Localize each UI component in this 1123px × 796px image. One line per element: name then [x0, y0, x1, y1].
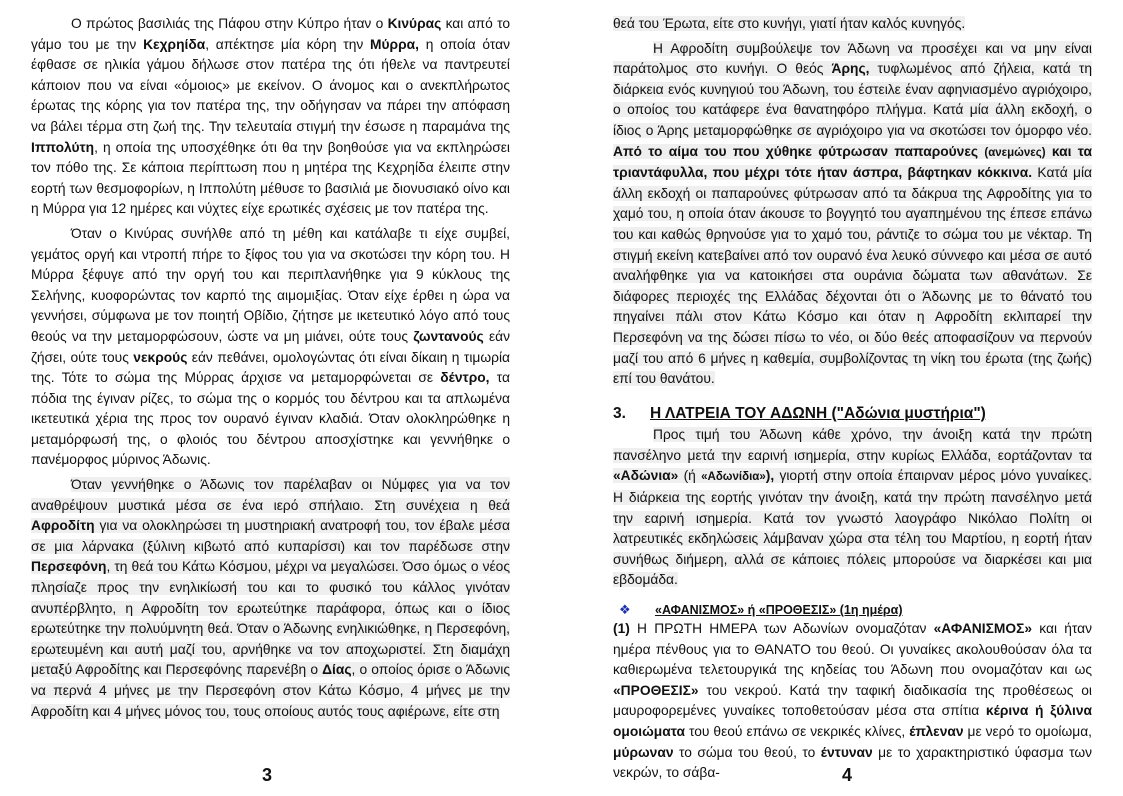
right-page-body	[613, 14, 1092, 784]
text-run: με το χαρακτηριστικό ύφασμα των νεκρών, το σάβα-	[613, 744, 1092, 781]
subsection-heading	[613, 601, 1092, 619]
text-run: για να ολοκληρώσει τη μυστηριακή ανατροφή του, τον έβαλε μέσα σε μια λάρνακα (ξύλινη κιβωτό από κυπαρίσσι) και τον παρέδωσε στην	[31, 518, 510, 554]
bold-text: Από το αίμα του που χύθηκε φύτρωσαν παπαρούνες	[613, 143, 985, 159]
bold-text: Μύρρα,	[370, 36, 419, 52]
paragraph-text	[31, 16, 510, 216]
bold-text: έπλεναν	[909, 724, 964, 739]
paragraph	[613, 425, 1092, 591]
paragraph	[613, 39, 1092, 390]
diamond-bullet-icon: ❖	[619, 602, 631, 618]
bold-text: Άρης,	[831, 61, 870, 77]
text-run: θεά του Έρωτα, είτε στο κυνήγι, γιατί ήταν καλός κυνηγός.	[613, 16, 966, 31]
bold-text: «ΠΡΟΘΕΣΙΣ»	[613, 682, 699, 698]
paragraph	[613, 619, 1092, 784]
text-run: Προς τιμή του Άδωνη κάθε χρόνο, την άνοιξη κατά την πρώτη πανσέληνο μετά την εαρινή ισημερία, στην κυρίως Ελλάδα, εορτάζονταν τα	[613, 427, 1092, 463]
paragraph-text	[613, 427, 1092, 587]
bold-text: ζωντανούς	[413, 328, 484, 344]
bold-text: μύρωναν	[613, 744, 674, 760]
text-run: με νερό το ομοίωμα,	[963, 724, 1093, 739]
text-run: Όταν ο Κινύρας συνήλθε από τη μέθη και κατάλαβε τι είχε συμβεί, γεμάτος οργή και ντροπή πήρε το ξίφος του για να σκοτώσει την κόρη του. Η Μύρρα ξέφυγε από την οργή του και περιπλανήθηκε για 9 κύκλους της Σελήνης, κυοφορώντας τον καρπό της αιμομιξίας. Όταν είχε έρθει η ώρα να γεννήσει, σύμφωνα με τον ποιητή Οβίδιο, ζήτησε με ικετευτικό λόγο από τους θεούς να την μεταμορφώσουν, ώστε να μη μιάνει, ούτε τους	[31, 225, 510, 344]
text-run: , απέκτησε μία κόρη την	[205, 36, 371, 52]
text-run: το σώμα του θεού, το	[673, 744, 821, 760]
bold-text: Κεχρηίδα	[143, 36, 206, 52]
bold-text: Δίας	[322, 662, 352, 678]
text-run: , τη θεά του Κάτω Κόσμου, μέχρι να μεγαλώσει. Όσο όμως ο νέος πλησίαζε προς την ενηλικίωσή του και το φυσικό του κάλλος γινόταν ανυπέρβλητο, η Αφροδίτη τον ερωτεύτηκε παράφορα, όπως και ο ίδιος ερωτεύτηκε την πολυύμνητη θεά. Όταν ο Άδωνης ενηλικιώθηκε, η Περσεφόνη, ερωτευμένη και αυτή μαζί του, αρνήθηκε να τον αποχωριστεί. Στη διαμάχη μεταξύ Αφροδίτης και Περσεφόνης παρενέβη ο	[31, 559, 510, 678]
text-run: , η οποία της υποσχέθηκε ότι θα την βοηθούσε για να εκπληρώσει τον πόθο της. Σε κάποια περίπτωση που η μητέρα της Κεχρηίδα έλειπε στην εορτή των θεσμοφορίων, η Ιππολύτη μέθυσε το βασιλιά με διονυσιακό οίνο και η Μύρρα για 12 ημέρες και νύχτες είχε ερωτικές σχέσεις με τον πατέρα της.	[31, 139, 510, 217]
text-run: (ανεμώνες)	[984, 146, 1046, 159]
text-run: εάν πεθάνει, ομολογώντας ότι είναι δίκαιη η τιμωρία της. Τότε το σώμα της Μύρρας άρχισε να μεταμορφώνεται σε	[31, 349, 510, 386]
paragraph-text	[613, 41, 1092, 387]
paragraph-text	[31, 226, 510, 468]
text-run: «Αδωνίδια»	[701, 471, 766, 484]
paragraph	[613, 14, 1092, 35]
paragraph	[31, 224, 510, 471]
text-run: Ο πρώτος βασιλιάς της Πάφου στην Κύπρο ήταν ο	[71, 16, 388, 31]
bold-text: Αφροδίτη	[31, 518, 95, 534]
text-run: και ήταν ημέρα πένθους για το ΘΑΝΑΤΟ του θεού. Οι γυναίκες ακολουθούσαν όλα τα καθιερωμένα τελετουργικά της κηδείας του Άδωνη που ονομαζόταν και ως	[613, 621, 1092, 678]
bold-text: ),	[765, 468, 775, 484]
bold-text: «ΑΦΑΝΙΣΜΟΣ»	[933, 621, 1033, 637]
subsection-title: «ΑΦΑΝΙΣΜΟΣ» ή «ΠΡΟΘΕΣΙΣ» (1η ημέρα)	[655, 603, 903, 618]
bold-text: δέντρο,	[440, 370, 490, 386]
paragraph	[31, 475, 510, 722]
page-number: 3	[262, 765, 273, 785]
section-number: 3.	[613, 404, 626, 422]
page-number: 4	[842, 765, 853, 785]
bold-text: «Αδώνια»	[613, 468, 679, 484]
left-page-body	[31, 14, 510, 722]
bold-text: Ιππολύτη	[31, 139, 95, 155]
text-run: Η Αφροδίτη συμβούλεψε τον Άδωνη να προσέχει και να μην είναι παράτολμος στο κυνήγι. Ο θεός	[613, 40, 1092, 77]
bold-text: έντυναν	[820, 744, 873, 760]
bold-text: κέρινα ή ξύλινα ομοιώματα	[613, 703, 1092, 739]
text-run: Κατά μία άλλη εκδοχή οι παπαρούνες φύτρωσαν από τα δάκρυα της Αφροδίτης για το χαμό του, η οποία όταν άκουσε το βογγητό του αγαπημένου της έπεσε επάνω του και καθώς θρηνούσε για το χαμό του, ράντιζε το σώμα του με νέκταρ. Τη στιγμή εκείνη κατεβαίνει από τον ουρανό ένα λευκό σύννεφο και μέσα σε αυτό αναλήφθηκε για να κατοικήσει στα ουράνια δώματα των αθανάτων. Σε διάφορες περιοχές της Ελλάδας δέχονται ότι ο Άδωνης με το θάνατό του πηγαίνει πάλι στον Κάτω Κόσμο και όταν η Αφροδίτη εκλιπαρεί την Περσεφόνη να της δώσει πίσω το νέο, οι δύο θεές αποφασίζουν να περνούν μαζί του από 6 μήνες η καθεμία, συμβολίζοντας τη νίκη του έρωτα (της ζωής) επί του θανάτου.	[613, 165, 1092, 387]
paragraph-text	[613, 16, 965, 31]
paragraph	[31, 14, 510, 220]
text-run: του θεού επάνω σε νεκρικές κλίνες,	[684, 724, 910, 739]
paragraph-text	[31, 477, 510, 719]
bold-text: Κινύρας	[387, 16, 442, 31]
paragraph-text	[613, 621, 1092, 780]
section-heading	[613, 404, 1092, 425]
text-run: Η ΠΡΩΤΗ ΗΜΕΡΑ των Αδωνίων ονομαζόταν	[629, 621, 934, 637]
bold-text: νεκρούς	[133, 349, 188, 365]
bold-text: Περσεφόνη	[31, 559, 107, 575]
text-run: τα πόδια της έγιναν ρίζες, το σώμα της ο κορμός του δέντρου και τα απλωμένα ικετευτικά χέρια της προς τον ουρανό έγιναν κλαδιά. Όταν ολοκληρώθηκε η μεταμόρφωσή της, ο φλοιός του δέντρου αποσχίστηκε και γεννήθηκε ο πανέμορφος μύρινος Άδωνις.	[31, 370, 510, 468]
text-run: και από το γάμο του με την	[31, 16, 511, 52]
text-run: η οποία όταν έφθασε σε ηλικία γάμου δήλωσε στον πατέρα της ότι ήθελε να παντρευτεί κάποιον που να είναι «όμοιος» με εκείνον. Ο άνομος και ο ανεκπλήρωτος έρωτας της κόρης για τον πατέρα της, την οδήγησαν να πάρει την απόφαση να βάλει τέρμα στη ζωή της. Την τελευταία στιγμή την έσωσε η παραμάνα της	[31, 36, 510, 134]
text-run: γιορτή στην οποία έπαιρναν μέρος μόνο γυναίκες. Η διάρκεια της εορτής γινόταν την άνοιξη, κατά την πρώτη πανσέληνο μετά την εαρινή ισημερία. Κατά τον γνωστό λαογράφο Νικόλαο Πολίτη οι λατρευτικές εκδηλώσεις λάμβαναν χώρα στα τέλη του Μαρτίου, η εορτή ήταν συνήθως διήμερη, αλλά σε κάποιες πόλεις μπορούσε να διαρκέσει και μια εβδομάδα.	[613, 468, 1092, 588]
text-run: , ο οποίος όρισε ο Άδωνις να περνά 4 μήνες με την Περσεφόνη στον Κάτω Κόσμο, 4 μήνες με την Αφροδίτη και 4 μήνες μόνος του, τους οποίους αυτός τους αφιέρωνε, είτε στη	[31, 662, 510, 719]
section-title: Η ΛΑΤΡΕΙΑ ΤΟΥ ΑΔΩΝΗ ("Αδώνια μυστήρια")	[650, 404, 986, 422]
text-run: εάν ζήσει, ούτε τους	[31, 328, 511, 365]
bold-text: και τα τριαντάφυλλα, που μέχρι τότε ήταν άσπρα, βάφτηκαν κόκκινα.	[613, 143, 1092, 181]
text-run: Όταν γεννήθηκε ο Άδωνις τον παρέλαβαν οι Νύμφες για να τον αναθρέψουν μυστικά μέσα σε ένα ιερό σπήλαιο. Στη συνέχεια η θεά	[31, 477, 510, 513]
text-run: του νεκρού. Κατά την ταφική διαδικασία της προθέσεως οι μαυροφορεμένες γυναίκες τοποθετούσαν μέσα στα σπίτια	[613, 682, 1092, 719]
text-run: τυφλωμένος από ζήλεια, κατά τη διάρκεια ενός κυνηγιού του Άδωνη, του έστειλε έναν αφηνιασμένο αγριόχοιρο, ο οποίος του κατάφερε ένα θανατηφόρο πλήγμα. Κατά μία άλλη εκδοχή, ο ίδιος ο Άρης μεταμορφώθηκε σε αγριόχοιρο για να σκοτώσει τον όμορφο νέο.	[613, 61, 1092, 138]
text-run: (ή	[678, 468, 702, 484]
bold-text: (1)	[613, 621, 630, 637]
